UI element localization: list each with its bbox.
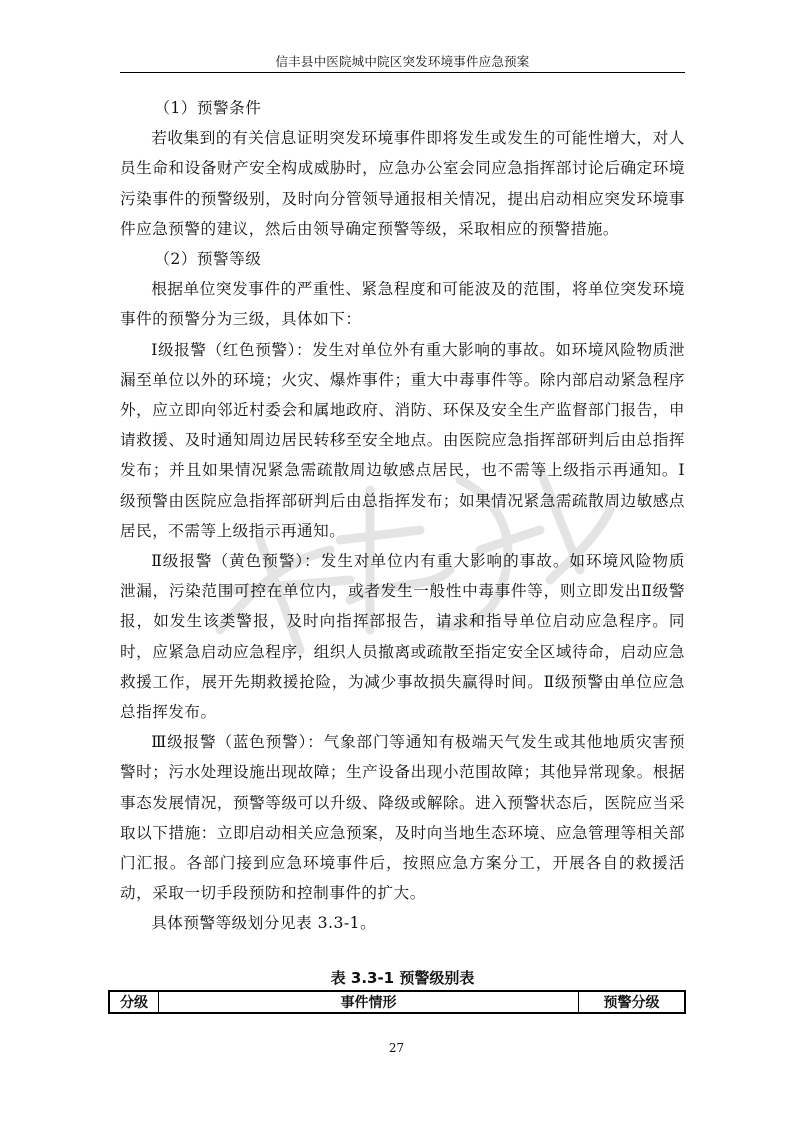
paragraph-table-reference: 具体预警等级划分见表 3.3-1。 [151, 914, 377, 933]
paragraph-level-3-blue: Ⅲ级报警（蓝色预警）：气象部门等通知有极端天气发生或其他地质灾害预警时；污水处理设施出现故障；生产设备出现小范围故障；其他异常现象。根据事态发展情况，预警等级可以升级、降级或解除。进入预警状态后，医院应当采取以下措施：立即启动相关应急预案，及时向当地生态环境、应急管理等相关部门汇报。各部门接到应急环境事件后，按照应急方案分工，开展各自的救援活动，采取一切手段预防和控制事件的扩大。 [120, 733, 685, 903]
table-header-row [109, 991, 685, 1013]
warning-level-table [108, 990, 686, 1014]
paragraph-warning-levels-intro: 根据单位突发事件的严重性、紧急程度和可能波及的范围，将单位突发环境事件的预警分为三级，具体如下： [120, 280, 685, 329]
column-header-level: 分级 [109, 991, 159, 1013]
column-header-warning-grade: 预警分级 [579, 991, 686, 1013]
document-body [120, 93, 685, 939]
column-header-situation: 事件情形 [159, 991, 579, 1013]
paragraph-warning-conditions: 若收集到的有关信息证明突发环境事件即将发生或发生的可能性增大，对人员生命和设备财产安全构成威胁时，应急办公室会同应急指挥部讨论后确定环境污染事件的预警级别，及时向分管领导通报相关情况，提出启动相应突发环境事件应急预警的建议，然后由领导确定预警等级，采取相应的预警措施。 [120, 129, 685, 238]
page-number: 27 [388, 1041, 405, 1055]
page-header: 信丰县中医院城中院区突发环境事件应急预案 [275, 54, 530, 69]
section-heading-warning-conditions: （1）预警条件 [154, 99, 262, 117]
paragraph-level-2-yellow: Ⅱ级报警（黄色预警）：发生对单位内有重大影响的事故。如环境风险物质泄漏，污染范围可控在单位内，或者发生一般性中毒事件等，则立即发出Ⅱ级警报，如发生该类警报，及时向指挥部报告，请求和指导单位启动应急程序。同时，应紧急启动应急程序，组织人员撤离或疏散至指定安全区域待命，启动应急救援工作，展开先期救援抢险，为减少事故损失赢得时间。Ⅱ级预警由单位应急总指挥发布。 [120, 552, 685, 722]
paragraph-level-1-red: Ⅰ级报警（红色预警）：发生对单位外有重大影响的事故。如环境风险物质泄漏至单位以外的环境；火灾、爆炸事件；重大中毒事件等。除内部启动紧急程序外，应立即向邻近村委会和属地政府、消防、环保及安全生产监督部门报告，申请救援、及时通知周边居民转移至安全地点。由医院应急指挥部研判后由总指挥发布；并且如果情况紧急需疏散周边敏感点居民，也不需等上级指示再通知。Ⅰ级预警由医院应急指挥部研判后由总指挥发布；如果情况紧急需疏散周边敏感点居民，不需等上级指示再通知。 [120, 340, 685, 540]
section-heading-warning-levels: （2）预警等级 [154, 250, 262, 269]
header-rule [120, 72, 685, 73]
table-caption: 表 3.3-1 预警级别表 [330, 969, 475, 987]
